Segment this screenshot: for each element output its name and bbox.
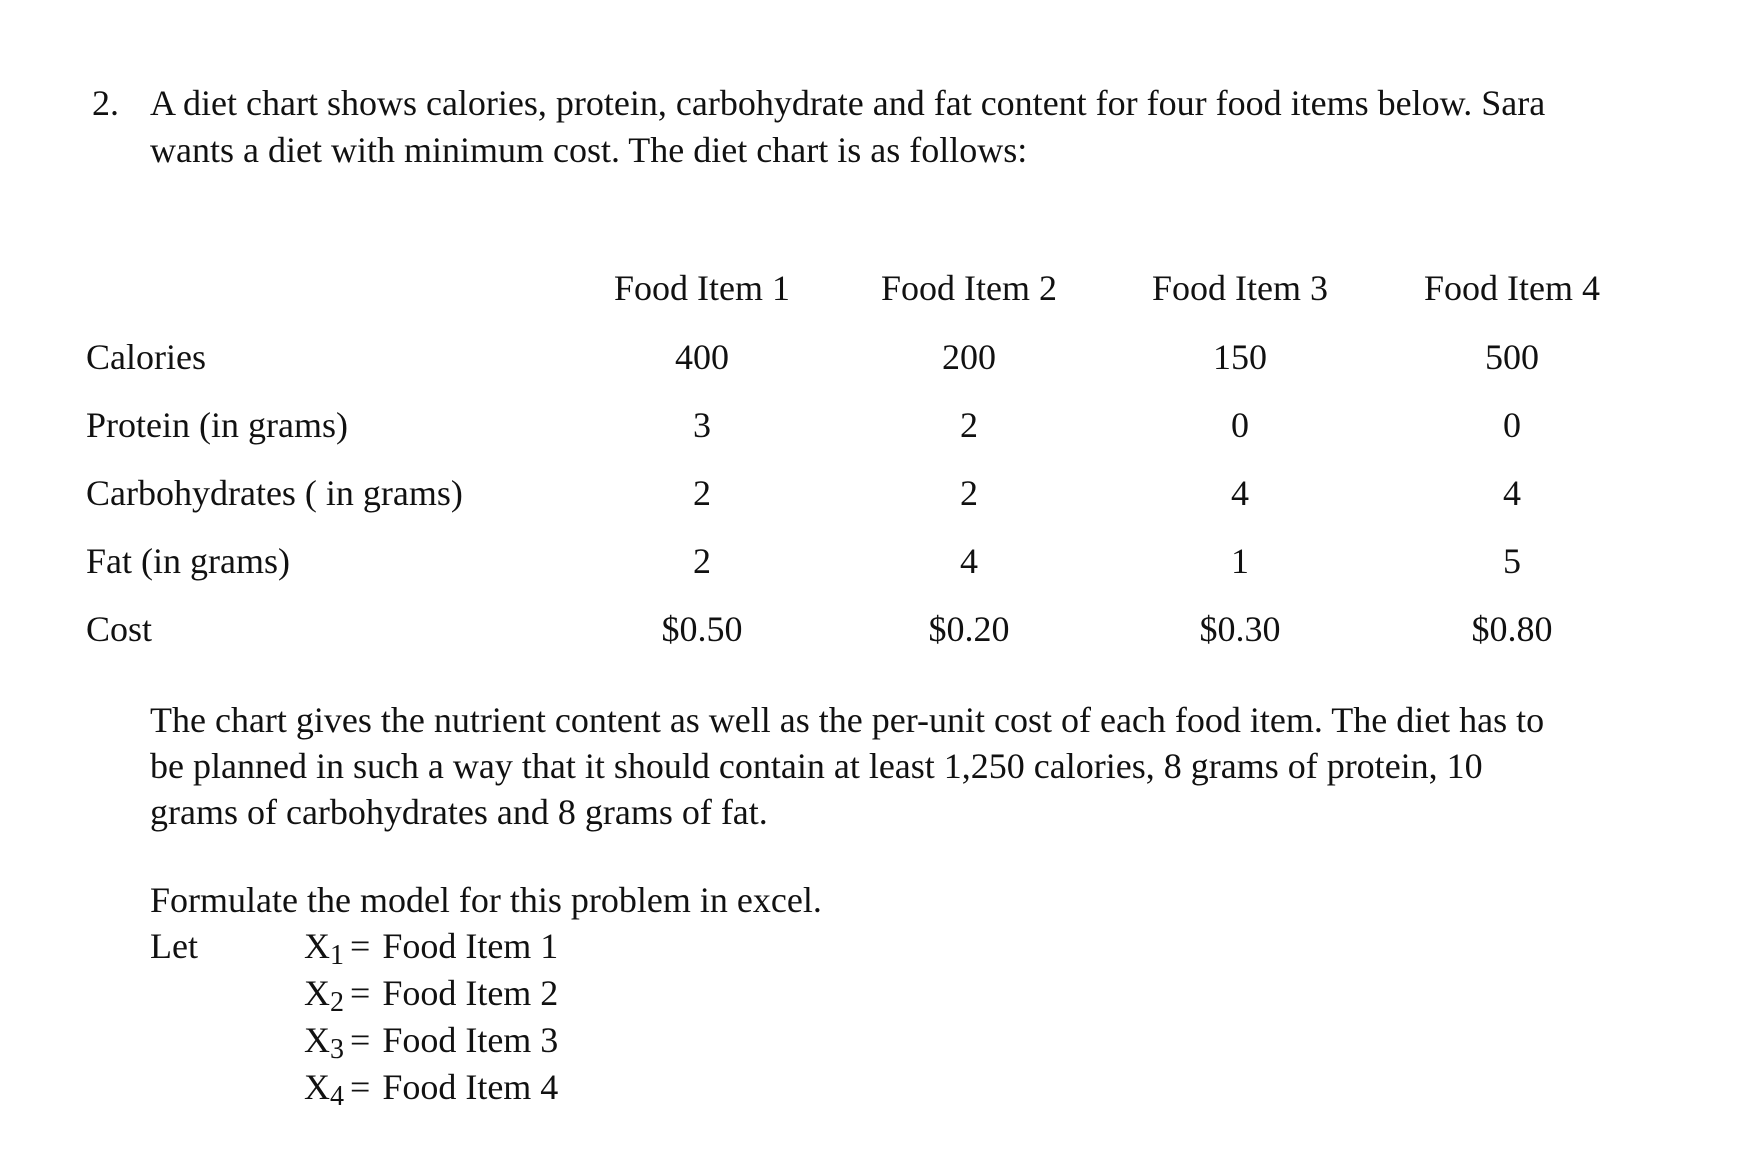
table-cell: 150 (1213, 337, 1267, 377)
table-cell: 4 (1231, 473, 1249, 513)
row-label: Protein (in grams) (86, 405, 348, 445)
table-cell: 0 (1503, 405, 1521, 445)
equals-sign: = (350, 973, 371, 1013)
paragraph-line-2: be planned in such a way that it should contain at least 1,250 calories, 8 grams of protein, 10 (150, 746, 1483, 786)
equals-sign: = (350, 1020, 371, 1060)
table-cell: 500 (1485, 337, 1539, 377)
variable-symbol: $X_3$ (304, 1020, 344, 1065)
table-cell: 1 (1231, 541, 1249, 581)
variable-meaning: Food Item 1 (382, 926, 559, 966)
variable-definition-x4 (304, 1067, 559, 1112)
table-cell: 5 (1503, 541, 1521, 581)
table-cell: $0.80 (1471, 609, 1553, 649)
row-label: Cost (86, 609, 153, 649)
row-label: Carbohydrates ( in grams) (86, 473, 463, 513)
variable-meaning: Food Item 4 (382, 1067, 559, 1107)
question-text-line-1: A diet chart shows calories, protein, carbohydrate and fat content for four food items below. Sara (150, 83, 1546, 123)
variable-symbol: $X_2$ (304, 973, 344, 1018)
column-header-food-item-3: Food Item 3 (1152, 268, 1328, 308)
variable-definition-x3 (304, 1020, 559, 1065)
table-cell: 4 (960, 541, 978, 581)
table-cell: 2 (693, 473, 711, 513)
variable-definition-x1 (304, 926, 559, 971)
table-cell: 400 (675, 337, 729, 377)
table-cell: 0 (1231, 405, 1249, 445)
table-cell: 4 (1503, 473, 1521, 513)
table-cell: $0.20 (928, 609, 1010, 649)
table-cell: 2 (960, 405, 978, 445)
equals-sign: = (350, 926, 371, 966)
table-cell: 200 (942, 337, 996, 377)
let-label: Let (150, 926, 198, 966)
table-cell: $0.50 (661, 609, 743, 649)
row-label: Calories (86, 337, 206, 377)
variable-definition-x2 (304, 973, 559, 1018)
column-header-food-item-2: Food Item 2 (881, 268, 1057, 308)
question-number: 2. (92, 83, 119, 123)
table-cell: 3 (693, 405, 711, 445)
paragraph-line-3: grams of carbohydrates and 8 grams of fat. (150, 792, 768, 832)
table-cell: 2 (693, 541, 711, 581)
table-cell: $0.30 (1199, 609, 1281, 649)
column-header-food-item-1: Food Item 1 (614, 268, 790, 308)
question-text-line-2: wants a diet with minimum cost. The diet chart is as follows: (150, 130, 1028, 170)
variable-meaning: Food Item 2 (382, 973, 559, 1013)
variable-meaning: Food Item 3 (382, 1020, 559, 1060)
row-label: Fat (in grams) (86, 541, 290, 581)
variable-symbol: $X_4$ (304, 1067, 344, 1112)
paragraph-line-1: The chart gives the nutrient content as well as the per-unit cost of each food item. The diet has to (150, 700, 1545, 740)
variable-symbol: $X_1$ (304, 926, 344, 971)
column-header-food-item-4: Food Item 4 (1424, 268, 1600, 308)
formulate-instruction: Formulate the model for this problem in excel. (150, 880, 822, 920)
equals-sign: = (350, 1067, 371, 1107)
table-cell: 2 (960, 473, 978, 513)
